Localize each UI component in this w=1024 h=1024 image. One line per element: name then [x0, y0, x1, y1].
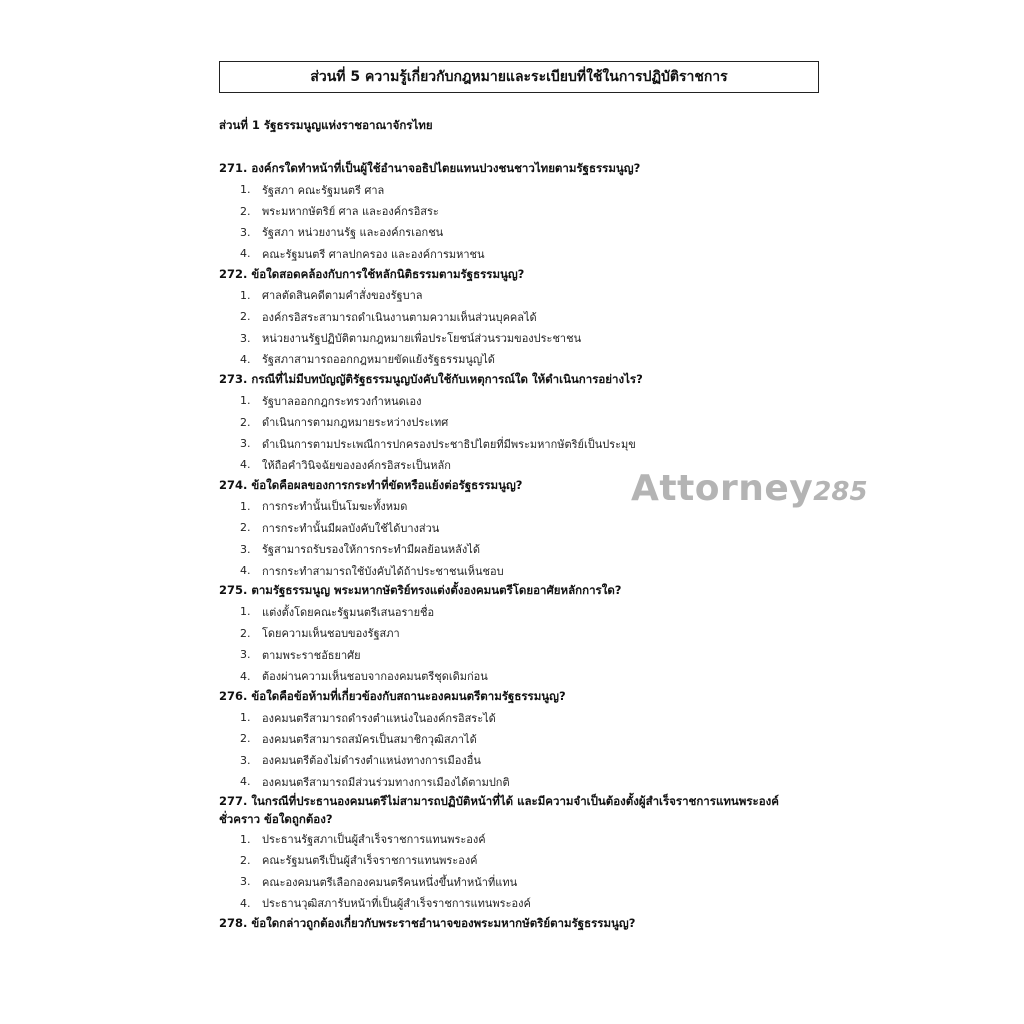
option-number: 4.	[240, 352, 251, 366]
option-text: องค์กรอิสระสามารถดำเนินงานตามความเห็นส่วนบุคคลได้	[262, 310, 537, 324]
option-list	[219, 828, 819, 914]
option-number: 3.	[240, 648, 251, 662]
option-number: 2.	[240, 415, 251, 429]
option-item	[219, 517, 819, 538]
option-text: ตามพระราชอัธยาศัย	[262, 648, 361, 662]
option-item	[219, 243, 819, 264]
question-278	[219, 914, 819, 934]
option-item	[219, 728, 819, 749]
option-item	[219, 327, 819, 348]
option-number: 2.	[240, 626, 251, 640]
question-list	[219, 159, 819, 934]
option-text: ดำเนินการตามกฎหมายระหว่างประเทศ	[262, 416, 449, 430]
question-text: 277. ในกรณีที่ประธานองคมนตรีไม่สามารถปฏิบัติหน้าที่ได้ และมีความจำเป็นต้องตั้งผู้สำเร็จราชการแทนพระองค์ชั่วคราว ข้อใดถูกต้อง?	[219, 794, 779, 827]
option-list	[219, 390, 819, 476]
option-item	[219, 285, 819, 306]
option-item	[219, 750, 819, 771]
option-item	[219, 644, 819, 665]
option-number: 4.	[240, 775, 251, 789]
option-item	[219, 222, 819, 243]
option-text: การกระทำนั้นมีผลบังคับใช้ได้บางส่วน	[262, 521, 440, 535]
option-number: 3.	[240, 331, 251, 345]
option-item	[219, 200, 819, 221]
option-number: 4.	[240, 564, 251, 578]
option-list	[219, 496, 819, 582]
option-text: รัฐบาลออกกฎกระทรวงกำหนดเอง	[262, 394, 422, 408]
question-text: 271. องค์กรใดทำหน้าที่เป็นผู้ใช้อำนาจอธิปไตยแทนปวงชนชาวไทยตามรัฐธรรมนูญ?	[219, 161, 641, 175]
option-item	[219, 306, 819, 327]
question-275	[219, 581, 819, 687]
option-number: 2.	[240, 521, 251, 535]
option-number: 1.	[240, 499, 251, 513]
option-text: องคมนตรีสามารถมีส่วนร่วมทางการเมืองได้ตามปกติ	[262, 775, 510, 789]
option-number: 2.	[240, 853, 251, 867]
option-number: 1.	[240, 183, 251, 197]
question-text: 274. ข้อใดคือผลของการกระทำที่ขัดหรือแย้งต่อรัฐธรรมนูญ?	[219, 477, 523, 492]
section-heading: ส่วนที่ 1 รัฐธรรมนูญแห่งราชอาณาจักรไทย	[219, 118, 433, 132]
option-number: 3.	[240, 753, 251, 767]
option-text: ประธานรัฐสภาเป็นผู้สำเร็จราชการแทนพระองค์	[262, 833, 486, 847]
option-item	[219, 538, 819, 559]
option-number: 1.	[240, 711, 251, 724]
question-272	[219, 265, 819, 371]
option-number: 4.	[240, 247, 251, 261]
option-item	[219, 454, 819, 475]
option-number: 2.	[240, 732, 251, 746]
watermark-word: Attorney	[631, 468, 814, 509]
option-number: 4.	[240, 669, 251, 683]
option-number: 2.	[240, 310, 251, 324]
option-item	[219, 349, 819, 370]
option-text: รัฐสามารถรับรองให้การกระทำมีผลย้อนหลังได้	[262, 543, 480, 557]
question-text: 276. ข้อใดคือข้อห้ามที่เกี่ยวข้องกับสถานะองคมนตรีตามรัฐธรรมนูญ?	[219, 688, 566, 703]
option-text: ให้ถือคำวินิจฉัยขององค์กรอิสระเป็นหลัก	[262, 458, 451, 472]
option-item	[219, 850, 819, 871]
page-title-box	[219, 61, 819, 93]
option-number: 1.	[240, 605, 251, 619]
option-text: ต้องผ่านความเห็นชอบจากองคมนตรีชุดเดิมก่อน	[262, 670, 488, 684]
option-number: 4.	[240, 458, 251, 472]
question-277	[219, 792, 819, 914]
question-274	[219, 476, 819, 582]
option-item	[219, 623, 819, 644]
option-number: 1.	[240, 394, 251, 408]
option-list	[219, 285, 819, 371]
option-text: องคมนตรีสามารถดำรงตำแหน่งในองค์กรอิสระได้	[262, 711, 496, 725]
option-item	[219, 433, 819, 454]
option-item	[219, 601, 819, 622]
option-text: การกระทำสามารถใช้บังคับได้ถ้าประชาชนเห็นชอบ	[262, 564, 504, 578]
option-number: 1.	[240, 288, 251, 302]
option-number: 3.	[240, 437, 251, 451]
option-item	[219, 496, 819, 517]
option-text: การกระทำนั้นเป็นโมฆะทั้งหมด	[262, 500, 408, 514]
option-item	[219, 560, 819, 581]
option-item	[219, 771, 819, 792]
question-text: 272. ข้อใดสอดคล้องกับการใช้หลักนิติธรรมตามรัฐธรรมนูญ?	[219, 266, 525, 281]
option-number: 1.	[240, 832, 251, 846]
option-text: องคมนตรีต้องไม่ดำรงตำแหน่งทางการเมืองอื่น	[262, 754, 481, 768]
option-text: หน่วยงานรัฐปฏิบัติตามกฎหมายเพื่อประโยชน์ส่วนรวมของประชาชน	[262, 332, 582, 346]
option-list	[219, 179, 819, 265]
option-item	[219, 871, 819, 892]
option-list	[219, 601, 819, 687]
option-text: คณะองคมนตรีเลือกองคมนตรีคนหนึ่งขึ้นทำหน้าที่แทน	[262, 875, 518, 889]
option-item	[219, 412, 819, 433]
question-text: 273. กรณีที่ไม่มีบทบัญญัติรัฐธรรมนูญบังคับใช้กับเหตุการณ์ใด ให้ดำเนินการอย่างไร?	[219, 372, 643, 387]
option-text: รัฐสภา หน่วยงานรัฐ และองค์กรเอกชน	[262, 226, 444, 240]
option-item	[219, 179, 819, 200]
option-number: 2.	[240, 204, 251, 218]
question-text: 278. ข้อใดกล่าวถูกต้องเกี่ยวกับพระราชอำนาจของพระมหากษัตริย์ตามรัฐธรรมนูญ?	[219, 915, 636, 930]
option-text: รัฐสภา คณะรัฐมนตรี ศาล	[262, 183, 385, 197]
option-text: รัฐสภาสามารถออกกฎหมายขัดแย้งรัฐธรรมนูญได้	[262, 353, 495, 367]
option-number: 3.	[240, 875, 251, 889]
question-273	[219, 370, 819, 476]
option-text: แต่งตั้งโดยคณะรัฐมนตรีเสนอรายชื่อ	[262, 605, 435, 619]
option-text: ดำเนินการตามประเพณีการปกครองประชาธิปไตยที่มีพระมหากษัตริย์เป็นประมุข	[262, 437, 636, 451]
option-text: ประธานวุฒิสภารับหน้าที่เป็นผู้สำเร็จราชการแทนพระองค์	[262, 897, 531, 911]
option-item	[219, 707, 819, 728]
option-item	[219, 665, 819, 686]
option-number: 3.	[240, 225, 251, 239]
option-number: 3.	[240, 542, 251, 556]
option-text: องคมนตรีสามารถสมัครเป็นสมาชิกวุฒิสภาได้	[262, 732, 477, 746]
option-list	[219, 707, 819, 793]
option-text: พระมหากษัตริย์ ศาล และองค์กรอิสระ	[262, 205, 439, 219]
option-text: คณะรัฐมนตรี ศาลปกครอง และองค์การมหาชน	[262, 247, 485, 261]
question-text: 275. ตามรัฐธรรมนูญ พระมหากษัตริย์ทรงแต่งตั้งองคมนตรีโดยอาศัยหลักการใด?	[219, 583, 622, 598]
option-text: ศาลตัดสินคดีตามคำสั่งของรัฐบาล	[262, 289, 423, 303]
watermark-number: 285	[813, 477, 868, 507]
page-title: ส่วนที่ 5 ความรู้เกี่ยวกับกฎหมายและระเบียบที่ใช้ในการปฏิบัติราชการ	[310, 69, 728, 85]
option-item	[219, 828, 819, 849]
question-276	[219, 687, 819, 793]
option-text: คณะรัฐมนตรีเป็นผู้สำเร็จราชการแทนพระองค์	[262, 854, 478, 868]
option-number: 4.	[240, 896, 251, 910]
question-271	[219, 159, 819, 265]
option-item	[219, 390, 819, 411]
option-text: โดยความเห็นชอบของรัฐสภา	[262, 627, 400, 641]
option-item	[219, 893, 819, 914]
